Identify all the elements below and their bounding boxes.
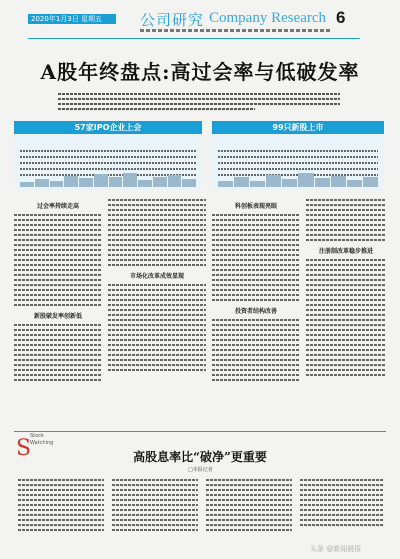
column-subhead: 科创板表现亮眼 <box>234 203 277 210</box>
column-mark: S <box>16 436 32 461</box>
column-subhead: 过会率持续走高 <box>36 203 79 210</box>
bottom-column-1 <box>18 476 104 534</box>
column-subhead: 投资者结构改善 <box>234 308 277 315</box>
article-headline: A股年终盘点:高过会率与低破发率 <box>40 60 360 84</box>
ipo-meetings-panel <box>14 134 202 190</box>
ipo-meetings-bars <box>20 171 196 187</box>
section-title-en: Company Research <box>209 10 327 26</box>
article-lead <box>58 90 340 113</box>
text-column-2 <box>108 196 206 374</box>
text-column-3 <box>212 196 300 384</box>
column-subhead: 新股破发率创新低 <box>33 313 82 320</box>
bottom-headline: 高股息率比“破净”更重要 <box>133 450 267 464</box>
column-subhead: 市场化改革成效显现 <box>129 273 184 280</box>
text-column-1 <box>14 196 102 384</box>
bottom-column-2 <box>112 476 198 534</box>
header-subline <box>140 29 330 32</box>
watermark: 头条 @新闻晨报 <box>310 545 362 553</box>
bottom-column-3 <box>206 476 292 534</box>
section-title-cn: 公司研究 <box>140 11 205 29</box>
page-header <box>0 0 400 44</box>
column-word-2: Watching <box>30 440 54 446</box>
date-tag: 2020年1月3日 星期五 <box>28 14 116 24</box>
column-word-1: Stock <box>30 433 44 439</box>
byline: □本报记者 <box>188 467 213 473</box>
new-listings-bars <box>218 171 378 187</box>
new-listings-banner: 99只新股上市 <box>212 121 384 134</box>
header-rule <box>28 38 360 39</box>
column-subhead: 注册制改革稳步推进 <box>318 248 373 255</box>
page-number: 6 <box>336 8 346 27</box>
section-divider <box>14 431 386 432</box>
bottom-column-4 <box>300 476 384 529</box>
text-column-4 <box>306 196 386 379</box>
new-listings-panel <box>212 134 384 190</box>
ipo-meetings-banner: 57家IPO企业上会 <box>14 121 202 134</box>
